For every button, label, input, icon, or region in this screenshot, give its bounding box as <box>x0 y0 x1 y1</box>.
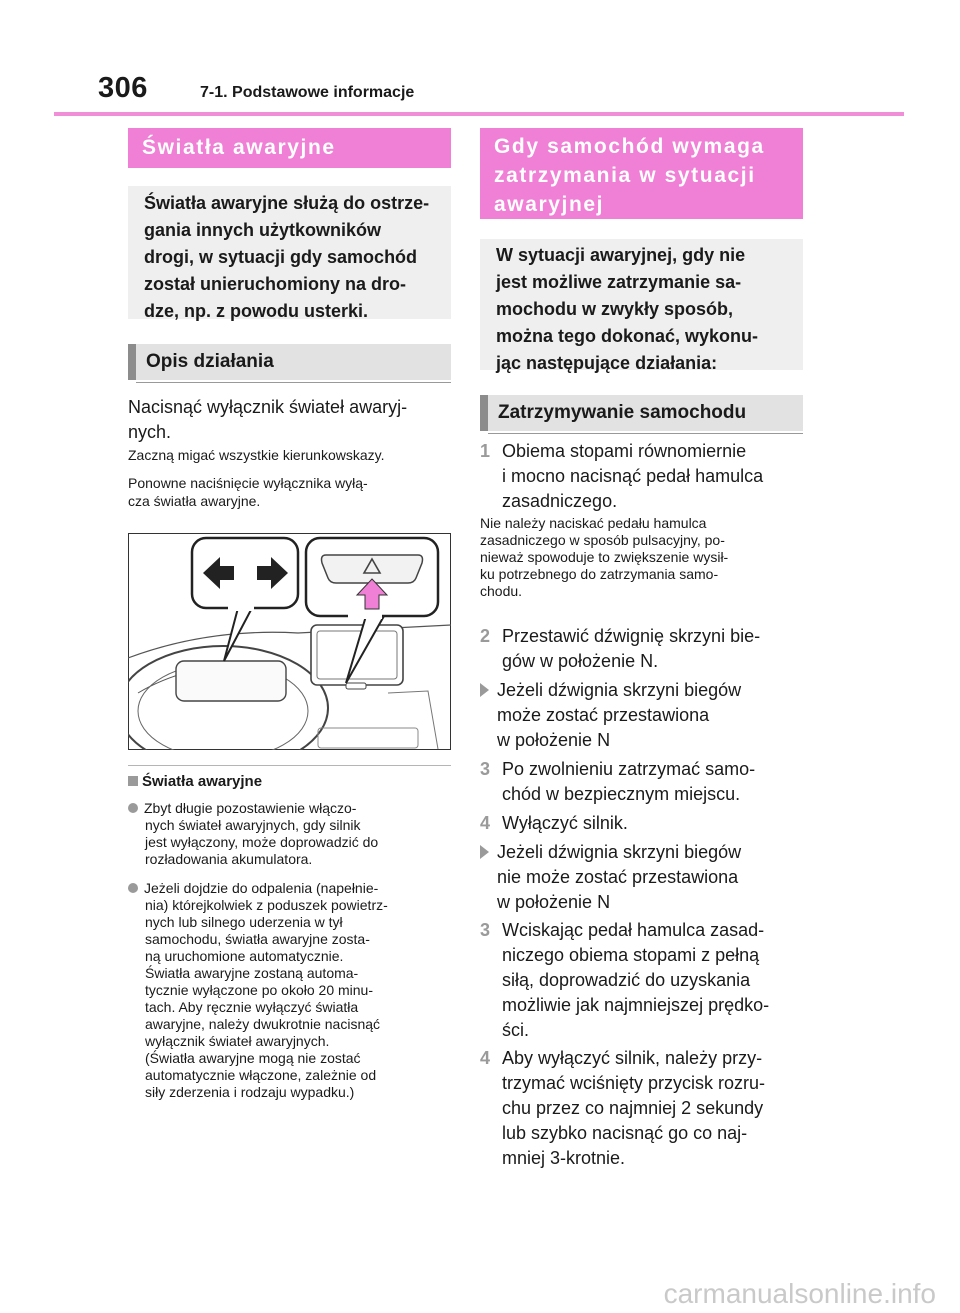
step-number: 3 <box>480 920 491 940</box>
triangle-bullet-icon <box>480 845 489 859</box>
bullet-line: rozładowania akumulatora. <box>145 851 313 867</box>
bullet-line: tycznie wyłączone po około 20 minu- <box>145 982 374 998</box>
intro-line: drogi, w sytuacji gdy samochód <box>144 247 418 267</box>
section-title-line: awaryjnej <box>494 193 605 216</box>
bullet-line: tach. Aby ręcznie wyłączyć światła <box>145 999 359 1015</box>
section-title-line: zatrzymania w sytuacji <box>494 164 756 187</box>
info-bullet-battery <box>128 800 458 868</box>
step-number: 4 <box>480 813 491 833</box>
step-number: 2 <box>480 626 491 646</box>
note-line: Ponowne naciśnięcie wyłącznika wyłą- <box>128 475 368 491</box>
step-3a: 3 Po zwolnieniu zatrzymać samo- chód w bezpiecznym miejscu. <box>480 759 756 804</box>
step-2: 2 Przestawić dźwignię skrzyni bie- gów w położenie N. <box>480 626 761 671</box>
subsection-title-operation <box>128 344 451 380</box>
header-rule <box>54 112 904 116</box>
info-bullet-airbag <box>128 880 458 1101</box>
note-blink: Zaczną migać wszystkie kierunkowskazy. <box>128 447 385 463</box>
intro-line: W sytuacji awaryjnej, gdy nie <box>496 245 746 265</box>
bullet-line: samochodu, światła awaryjne zosta- <box>145 931 370 947</box>
bullet-line: nia) którejkolwiek z poduszek powietrz- <box>145 897 388 913</box>
intro-line: Światła awaryjne służą do ostrze- <box>144 193 430 213</box>
info-title <box>128 773 262 790</box>
step-number: 3 <box>480 759 491 779</box>
divider <box>136 382 451 383</box>
info-title-text: Światła awaryjne <box>142 773 263 790</box>
intro-line: dze, np. z powodu usterki. <box>144 301 369 321</box>
step-1: 1 Obiema stopami równomiernie i mocno nacisnąć pedał hamulca zasadniczego. <box>480 441 764 511</box>
bullet-line: (Światła awaryjne mogą nie zostać <box>145 1050 361 1066</box>
divider <box>128 765 451 766</box>
triangle-bullet-icon <box>480 683 489 697</box>
square-bullet-icon <box>128 776 138 786</box>
section-title-line: Gdy samochód wymaga <box>494 135 765 158</box>
page-number: 306 <box>98 72 148 104</box>
dashboard-illustration <box>128 533 451 750</box>
step-4a: 4 Wyłączyć silnik. <box>480 811 810 836</box>
subsection-title-text: Zatrzymywanie samochodu <box>498 402 747 423</box>
step-3b: 3 Wciskając pedał hamulca zasad- niczego obiema stopami z pełną siłą, doprowadzić do uzyskania możliwie jak najmniejszej prędko- ści. <box>480 920 770 1040</box>
bullet-line: wyłącznik świateł awaryjnych. <box>145 1033 330 1049</box>
note-press-again <box>128 474 458 510</box>
step-1-note: Nie należy naciskać pedału hamulca zasadniczego w sposób pulsacyjny, po- nieważ spowoduje to zwiększenie wysił- ku potrzebnego do zatrzymania samo- chodu. <box>480 515 729 599</box>
bullet-line: Jeżeli dojdzie do odpalenia (napełnie- <box>128 880 458 897</box>
bullet-line: Zbyt długie pozostawienie włączo- <box>128 800 458 817</box>
intro-line: gania innych użytkowników <box>144 220 382 240</box>
chapter-title: 7-1. Podstawowe informacje <box>200 84 415 101</box>
bullet-line: jest wyłączony, może doprowadzić do <box>145 834 379 850</box>
bullet-line: nych lub silnego uderzenia w tył <box>145 914 343 930</box>
intro-line: mochodu w zwykły sposób, <box>496 299 734 319</box>
intro-line: został unieruchomiony na dro- <box>144 274 407 294</box>
bullet-line: automatycznie włączone, zależnie od <box>145 1067 377 1083</box>
subsection-title-text: Opis działania <box>146 351 274 372</box>
bullet-line: awaryjne, należy dwukrotnie nacisnąć <box>145 1016 381 1032</box>
action-text <box>128 395 458 445</box>
action-line: nych. <box>128 422 172 442</box>
bullet-line: nych świateł awaryjnych, gdy silnik <box>145 817 361 833</box>
step-4b: 4 Aby wyłączyć silnik, należy przy- trzymać wciśnięty przycisk rozru- chu przez co najmniej 2 sekundy lub szybko nacisnąć go co naj- mniej 3-krotnie. <box>480 1048 766 1168</box>
bullet-icon <box>128 803 138 813</box>
intro-line: jest możliwe zatrzymanie sa- <box>496 272 742 292</box>
intro-line: jąc następujące działania: <box>496 353 718 373</box>
note-line: cza światła awaryjne. <box>128 493 261 509</box>
intro-box-emergency <box>480 239 803 373</box>
section-title-hazard-lights: Światła awaryjne <box>128 128 451 168</box>
dashboard-drawing <box>128 533 451 750</box>
case-can-shift-n: Jeżeli dźwignia skrzyni biegów może zostać przestawiona w położenie N <box>480 678 810 753</box>
intro-box-hazard <box>128 186 451 319</box>
divider <box>488 433 803 434</box>
step-number: 1 <box>480 441 491 461</box>
bullet-line: siły zderzenia i rodzaju wypadku.) <box>145 1084 355 1100</box>
bullet-line: Światła awaryjne zostaną automa- <box>145 965 359 981</box>
subsection-title-stopping <box>480 395 803 431</box>
bullet-line: ną uruchomione automatycznie. <box>145 948 344 964</box>
action-line: Nacisnąć wyłącznik świateł awaryj- <box>128 397 408 417</box>
bullet-icon <box>128 883 138 893</box>
intro-line: można tego dokonać, wykonu- <box>496 326 759 346</box>
case-cannot-shift-n: Jeżeli dźwignia skrzyni biegów nie może zostać przestawiona w położenie N <box>480 840 810 915</box>
section-title-emergency-stop <box>480 128 803 219</box>
step-number: 4 <box>480 1048 491 1068</box>
watermark: carmanualsonline.info <box>663 1278 936 1309</box>
